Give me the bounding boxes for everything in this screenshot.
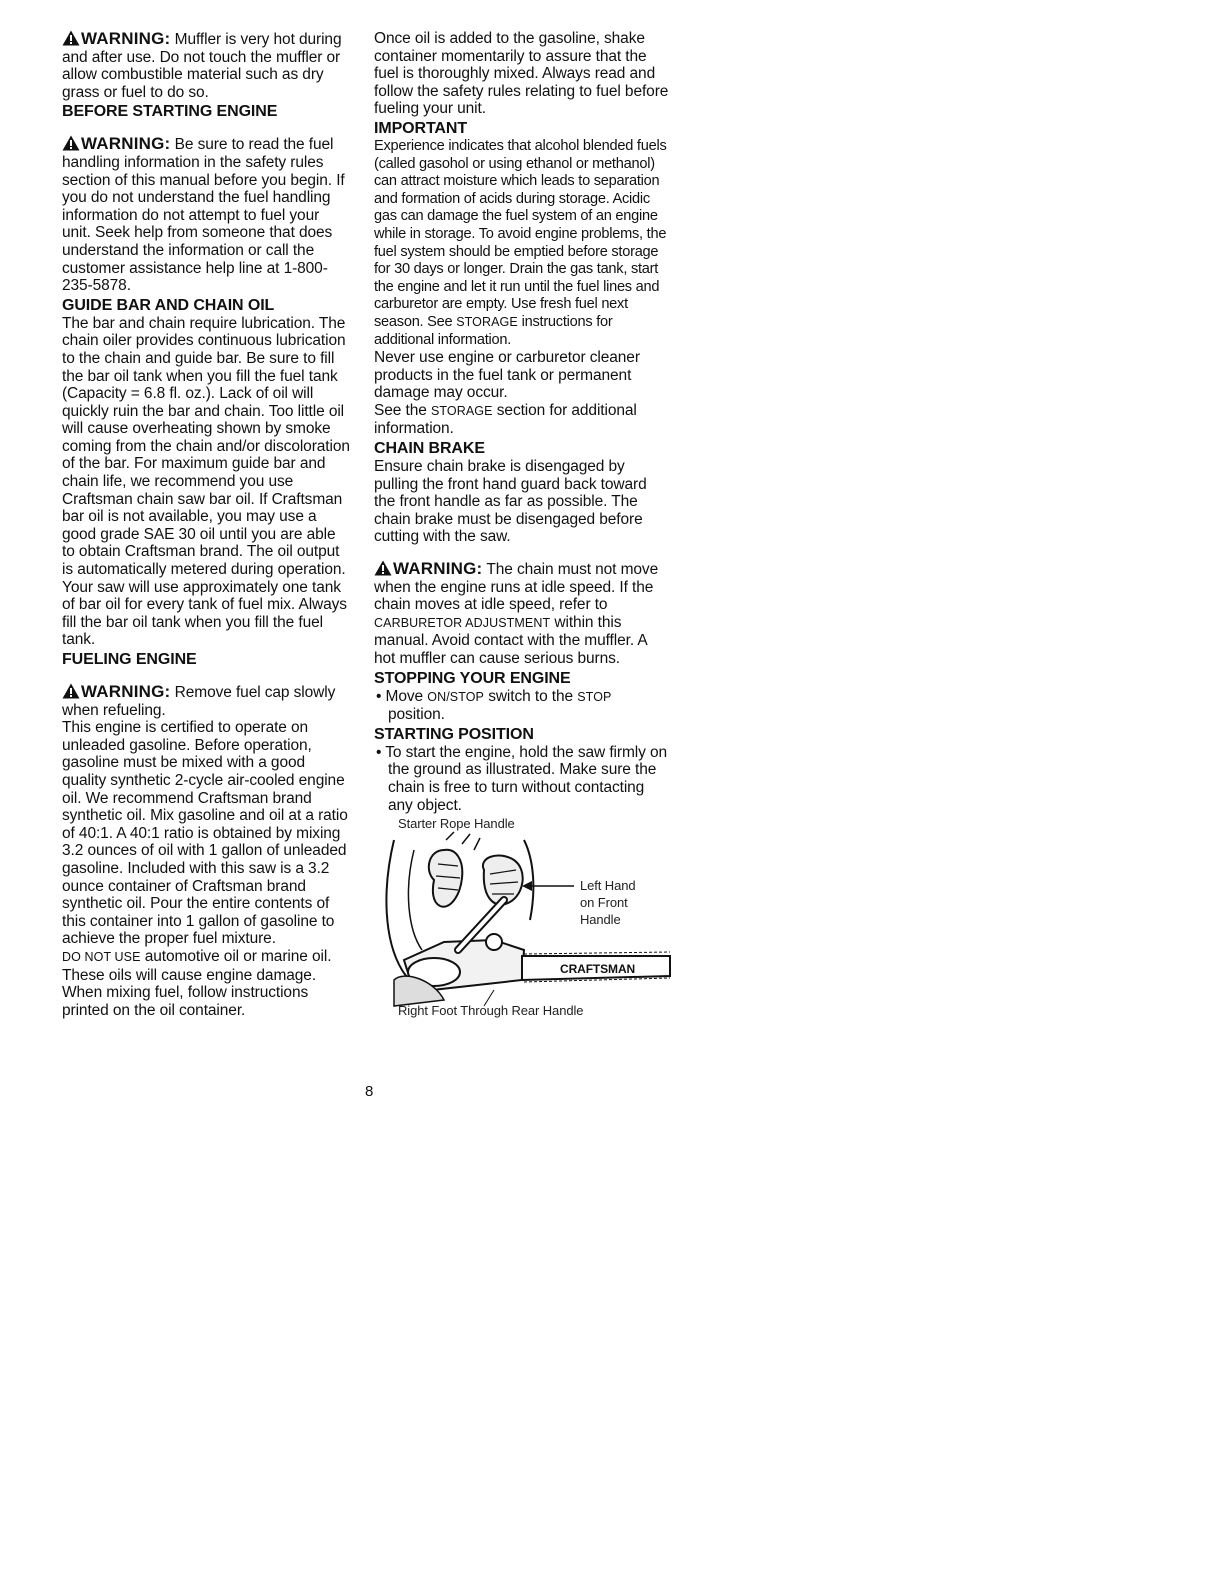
paragraph-text: automotive oil or marine oil. These oils will cause engine damage. When mixing fuel, follow instructions printed on the oil container. — [62, 947, 332, 1019]
paragraph-text: Experience indicates that alcohol blended fuels (called gasohol or using ethanol or methanol) can attract moisture which leads to separation and formation of acids during storage. Acidic gas can damage the fuel system of an engine while in storage. To avoid engine problems, the fuel system should be emptied before storage for 30 days or longer. Drain the gas tank, start the engine and let it run until the fuel lines and carburetor are empty. Use fresh fuel next season. See — [374, 137, 667, 330]
warning-label: WARNING: — [81, 29, 171, 48]
heading-stopping-engine: STOPPING YOUR ENGINE — [374, 669, 571, 687]
bullet-start-position: • To start the engine, hold the saw firmly on the ground as illustrated. Make sure the chain is free to turn without contacting any object. — [376, 743, 667, 814]
heading-starting-position: STARTING POSITION — [374, 725, 534, 743]
warning-text: Muffler is very hot during and after use. Do not touch the muffler or allow combustible material such as dry grass or fuel to do so. — [62, 31, 342, 101]
warning-fuel-handling — [62, 135, 352, 294]
heading-guide-bar-oil: GUIDE BAR AND CHAIN OIL — [62, 296, 275, 314]
heading-fueling-engine: FUELING ENGINE — [62, 651, 197, 668]
warning-fuel-cap — [62, 683, 352, 719]
starting-position-illustration — [374, 816, 674, 1026]
warning-text: within this manual. Avoid contact with the muffler. A hot muffler can cause serious burns. — [374, 613, 647, 667]
chainsaw-drawing — [374, 830, 674, 1019]
warning-text: Be sure to read the fuel handling information in the safety rules section of this manual before you begin. If you do not understand the fuel handling information do not attempt to fuel your unit. Seek help from someone that does understand the information or call the customer assistance help line at 1-800-235-5878. — [62, 136, 345, 295]
paragraph-chain-brake: Ensure chain brake is disengaged by pulling the front hand guard back toward the front handle as far as possible. The chain brake must be disengaged before cutting with the saw. — [374, 458, 647, 546]
caption-left-hand-2: on Front — [580, 895, 628, 911]
paragraph-fuel-mix: This engine is certified to operate on unleaded gasoline. Before operation, gasoline must be mixed with a good quality synthetic 2-cycle air-cooled engine oil. We recommend Craftsman brand synthetic oil. Mix gasoline and oil at a ratio of 40:1. A 40:1 ratio is obtained by mixing 3.2 ounces of oil with 1 gallon of unleaded gasoline. Included with this saw is a 3.2 ounce container of Craftsman brand synthetic oil. Pour the entire contents of this container into 1 gallon of gasoline to achieve the proper fuel mixture. — [62, 719, 348, 948]
warning-muffler — [62, 30, 352, 101]
paragraph-guide-bar-oil: The bar and chain require lubrication. The chain oiler provides continuous lubrication to the chain and guide bar. Be sure to fill the bar oil tank when you fill the fuel tank (Capacity = 6.8 fl. oz.). Lack of oil will quickly ruin the bar and chain. Too little oil will cause overheating shown by smoke coming from the chain and/or discoloration of the bar. For maximum guide bar and chain life, we recommend you use Craftsman chain saw bar oil. If Craftsman bar oil is not available, you may use a good grade SAE 30 oil until you are able to obtain Craftsman brand. The oil output is automatically metered during operation. Your saw will use approximately one tank of bar oil for every tank of fuel mix. Always fill the bar oil tank when you fill the fuel tank. — [62, 314, 350, 649]
paragraph-alcohol-fuels — [374, 138, 670, 349]
small-caps-text: STOP — [577, 689, 612, 704]
paragraph-text: section for additional information. — [374, 401, 637, 438]
heading-important: IMPORTANT — [374, 119, 468, 137]
brand-logo: CRAFTSMAN — [560, 962, 636, 977]
warning-label: WARNING: — [393, 559, 483, 579]
warning-chain-idle — [374, 560, 670, 668]
small-caps-text: STORAGE — [430, 403, 493, 418]
caption-left-hand-3: Handle — [580, 912, 621, 928]
paragraph-do-not-use — [62, 948, 352, 1019]
bullet-stop-switch — [374, 688, 670, 724]
paragraph-text: instructions for additional information. — [374, 313, 613, 348]
paragraph-text: See the — [374, 401, 431, 419]
caption-starter-rope-handle: Starter Rope Handle — [398, 816, 515, 832]
warning-triangle-icon — [62, 683, 80, 699]
paragraph-once-oil-added: Once oil is added to the gasoline, shake container momentarily to assure that the fuel is thoroughly mixed. Always read and follow the safety rules relating to fuel before fueling your unit. — [374, 30, 669, 118]
warning-label: WARNING: — [81, 682, 171, 701]
bullet-text: switch to the — [483, 687, 578, 705]
right-column — [374, 30, 670, 1026]
caption-right-foot: Right Foot Through Rear Handle — [398, 1003, 584, 1019]
warning-text: Remove fuel cap slowly when refueling. — [62, 684, 336, 719]
heading-chain-brake: CHAIN BRAKE — [374, 440, 485, 458]
small-caps-text: CARBURETOR ADJUSTMENT — [374, 615, 551, 630]
bullet-text: position. — [388, 706, 445, 724]
warning-triangle-icon — [62, 135, 80, 151]
warning-triangle-icon — [62, 30, 80, 46]
bullet-text: • Move — [376, 687, 428, 705]
heading-before-starting: BEFORE STARTING ENGINE — [62, 103, 278, 121]
warning-label: WARNING: — [81, 134, 171, 154]
caption-left-hand-1: Left Hand — [580, 878, 636, 894]
warning-triangle-icon — [374, 560, 392, 576]
page-number: 8 — [365, 1083, 374, 1100]
paragraph-see-storage — [374, 402, 670, 438]
small-caps-text: DO NOT USE — [62, 949, 141, 964]
small-caps-text: STORAGE — [456, 314, 518, 329]
small-caps-text: ON/STOP — [427, 689, 484, 704]
warning-text: The chain must not move when the engine runs at idle speed. If the chain moves at idle speed, refer to — [374, 561, 659, 614]
paragraph-never-use-cleaner: Never use engine or carburetor cleaner products in the fuel tank or permanent damage may occur. — [374, 349, 640, 402]
left-column — [62, 30, 352, 1019]
